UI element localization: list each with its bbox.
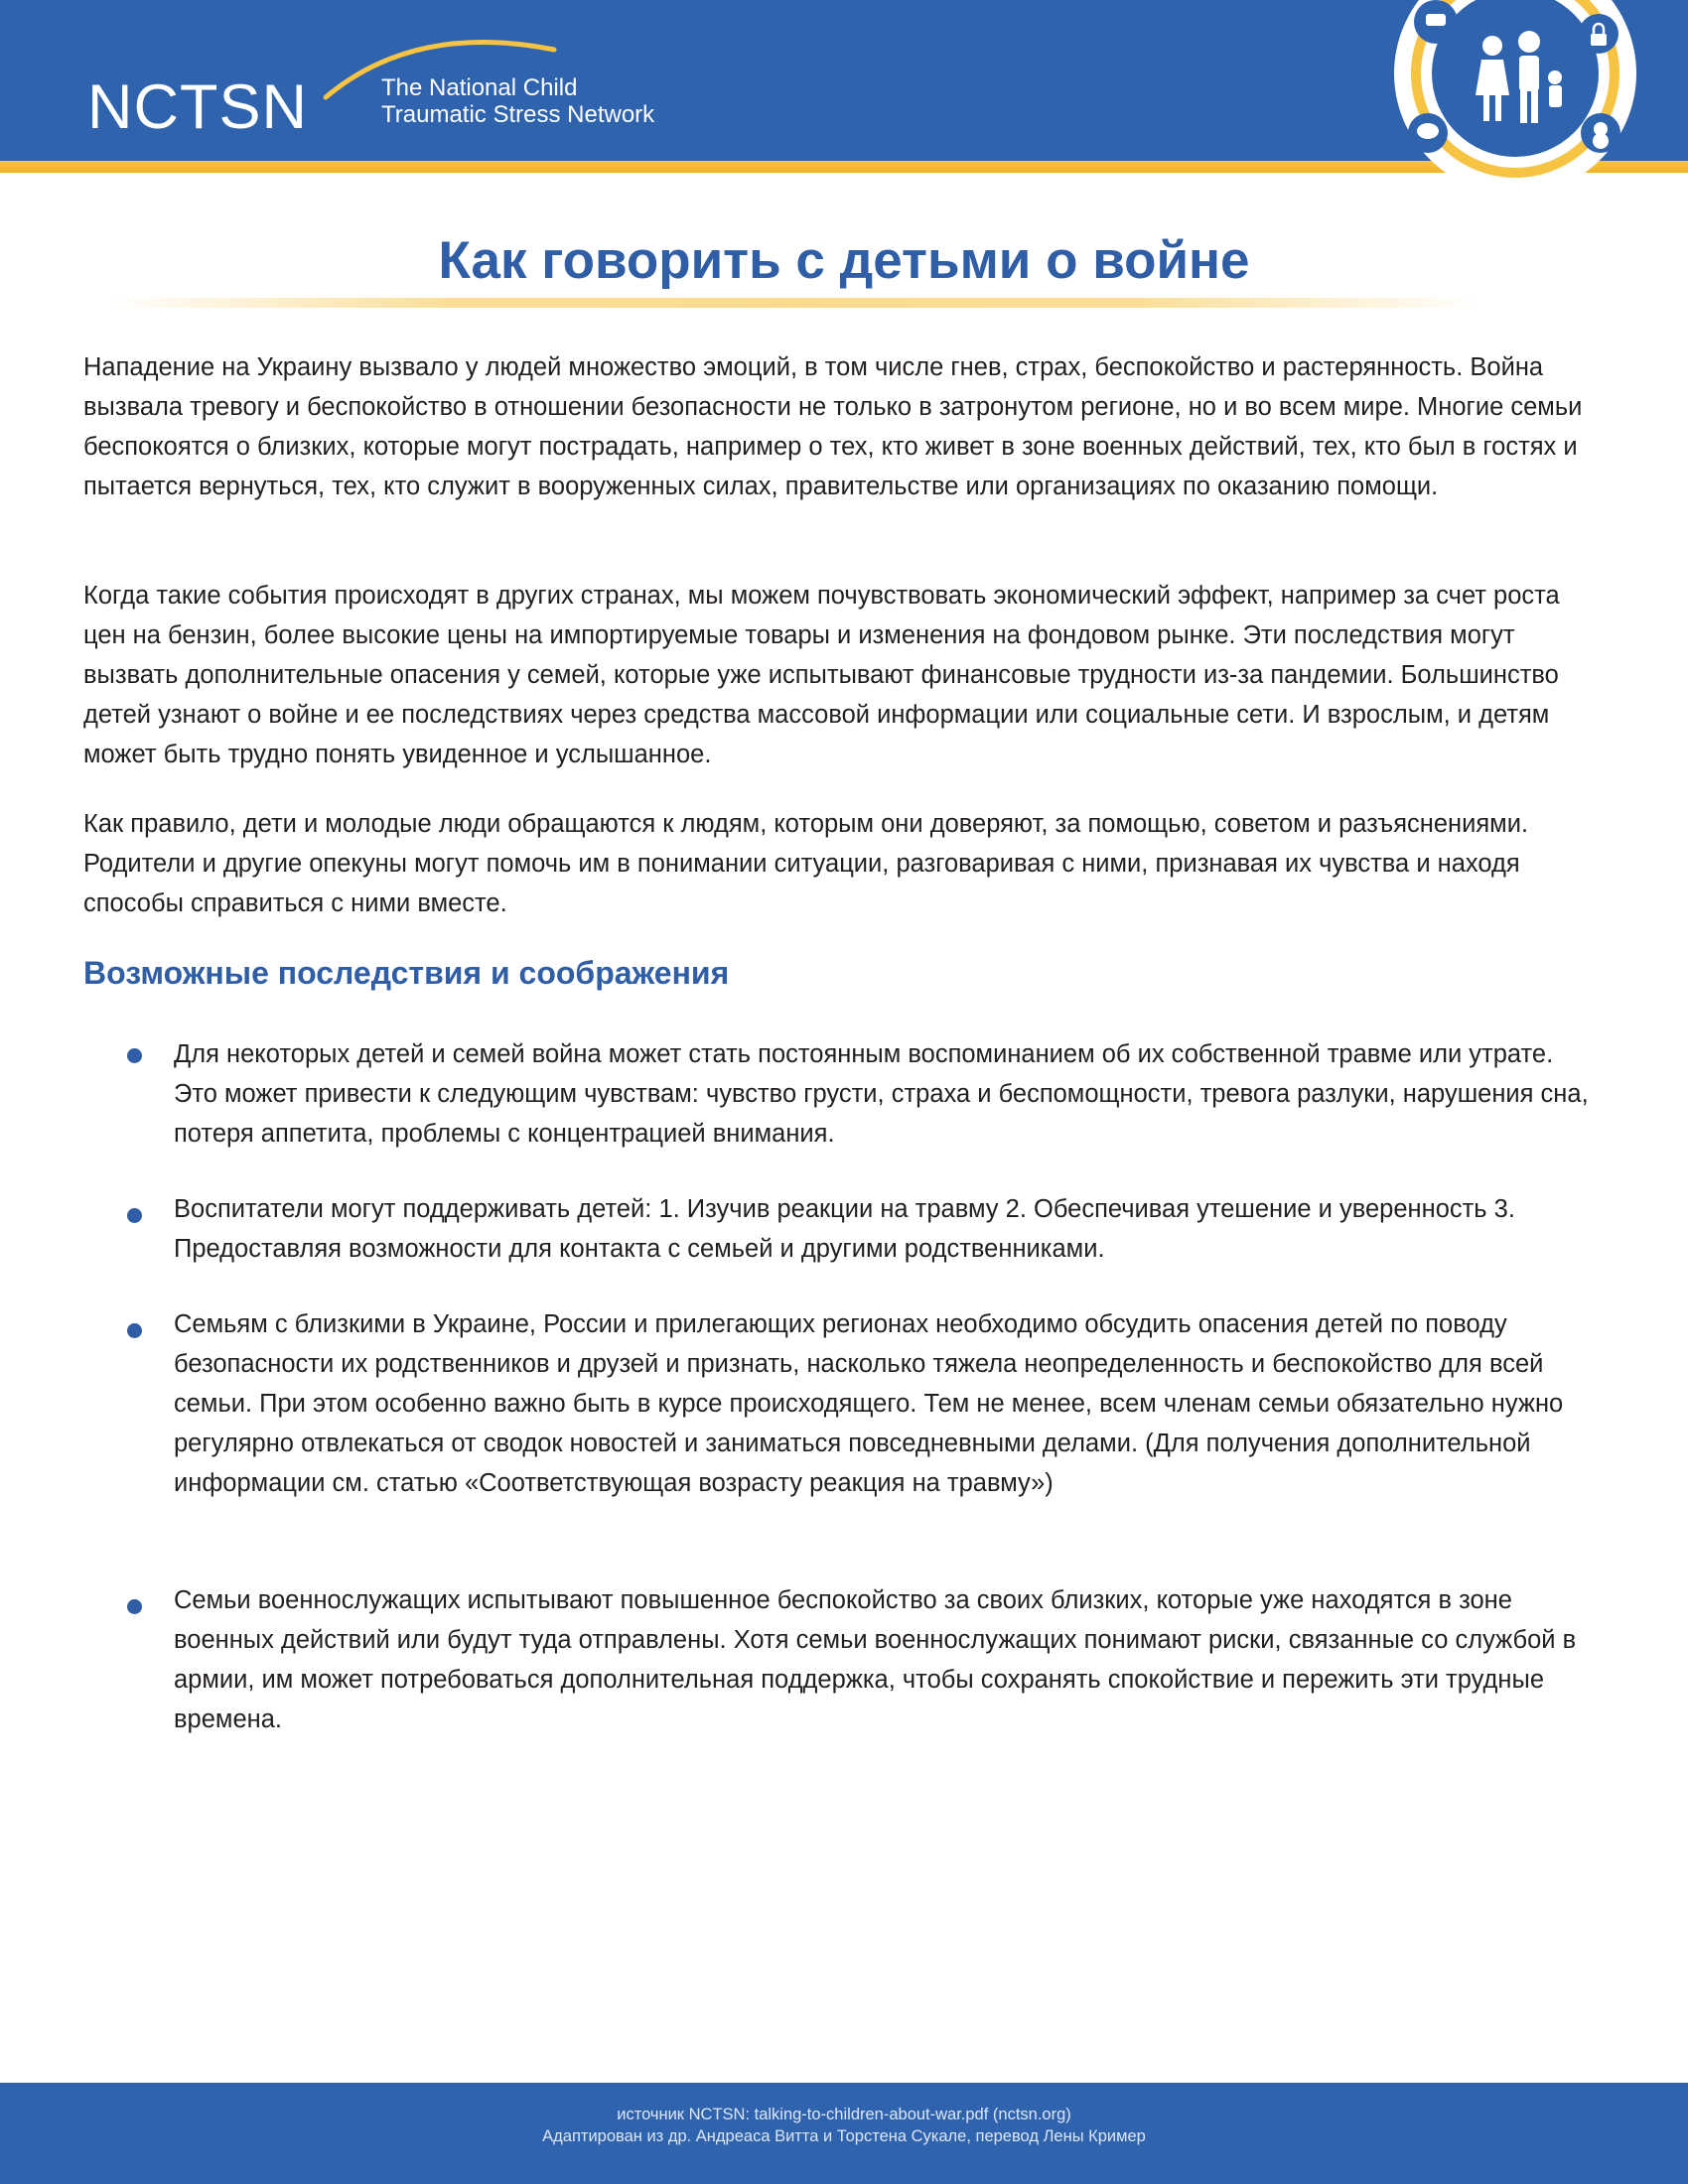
list-item: Для некоторых детей и семей война может стать постоянным воспоминанием об их собственной травме или утрате. Это может привести к следующим чувствам: чувство грусти, страха и беспомощности, тревога разлуки, нарушения сна, потеря аппетита, проблемы с концентрацией внимания. bbox=[174, 1040, 1589, 1148]
title-underline bbox=[109, 298, 1479, 308]
logo-subtitle bbox=[381, 74, 699, 128]
bullet-dot-icon bbox=[127, 1599, 142, 1614]
list-item: Семьям с близкими в Украине, России и прилегающих регионах необходимо обсудить опасения детей по поводу безопасности их родственников и друзей и признать, насколько тяжела неопределенность и беспокойство для всей семьи. При этом особенно важно быть в курсе происходящего. Тем не менее, всем членам семьи обязательно нужно регулярно отвлекаться от сводок новостей и заниматься повседневными делами. (Для получения дополнительной информации см. статью «Соответствующая возрасту реакция на травму») bbox=[174, 1310, 1564, 1497]
logo-subtitle-line1: The National Child bbox=[381, 74, 578, 101]
footer-source[interactable]: источник NCTSN: talking-to-children-about-war.pdf (nctsn.org) bbox=[617, 2106, 1071, 2123]
family-circle-icon bbox=[1390, 0, 1640, 191]
nctsn-logo[interactable] bbox=[87, 28, 703, 142]
list-item: Воспитатели могут поддерживать детей: 1. Изучив реакции на травму 2. Обеспечивая утешение и уверенность 3. Предоставляя возможности для контакта с семьей и другими родственниками. bbox=[174, 1195, 1515, 1263]
intro-paragraph-2: Когда такие события происходят в других странах, мы можем почувствовать экономический эффект, например за счет роста цен на бензин, более высокие цены на импортируемые товары и изменения на фондовом рынке. Эти последствия могут вызвать дополнительные опасения у семей, которые уже испытывают финансовые трудности из-за пандемии. Большинство детей узнают о войне и ее последствиях через средства массовой информации или социальные сети. И взрослым, и детям может быть трудно понять увиденное и услышанное. bbox=[83, 582, 1560, 768]
intro-paragraph-1: Нападение на Украину вызвало у людей множество эмоций, в том числе гнев, страх, беспокойство и растерянность. Война вызвала тревогу и беспокойство в отношении безопасности не только в затронутом регионе, но и во всем мире. Многие семьи беспокоятся о близких, которые могут пострадать, например о тех, кто живет в зоне военных действий, тех, кто был в гостях и пытается вернуться, тех, кто служит в вооруженных силах, правительстве или организациях по оказанию помощи. bbox=[83, 353, 1583, 500]
page-title: Как говорить с детьми о войне bbox=[438, 231, 1250, 290]
intro-paragraph-3: Как правило, дети и молодые люди обращаются к людям, которым они доверяют, за помощью, советом и разъяснениями. Родители и другие опекуны могут помочь им в понимании ситуации, разговаривая с ними, признавая их чувства и находя способы справиться с ними вместе. bbox=[83, 810, 1529, 917]
bullet-dot-icon bbox=[127, 1208, 142, 1223]
bullet-dot-icon bbox=[127, 1048, 142, 1063]
section-heading: Возможные последствия и соображения bbox=[83, 955, 730, 991]
bullet-dot-icon bbox=[127, 1323, 142, 1338]
list-item: Семьи военнослужащих испытывают повышенное беспокойство за своих близких, которые уже находятся в зоне военных действий или будут туда отправлены. Хотя семьи военнослужащих понимают риски, связанные со службой в армии, им может потребоваться дополнительная поддержка, чтобы сохранять спокойствие и пережить эти трудные времена. bbox=[174, 1586, 1577, 1733]
footer-credit: Адаптирован из др. Андреаса Витта и Торстена Сукале, перевод Лены Кример bbox=[542, 2127, 1146, 2145]
logo-subtitle-line2: Traumatic Stress Network bbox=[381, 101, 655, 128]
logo-wordmark: NCTSN bbox=[87, 72, 308, 142]
